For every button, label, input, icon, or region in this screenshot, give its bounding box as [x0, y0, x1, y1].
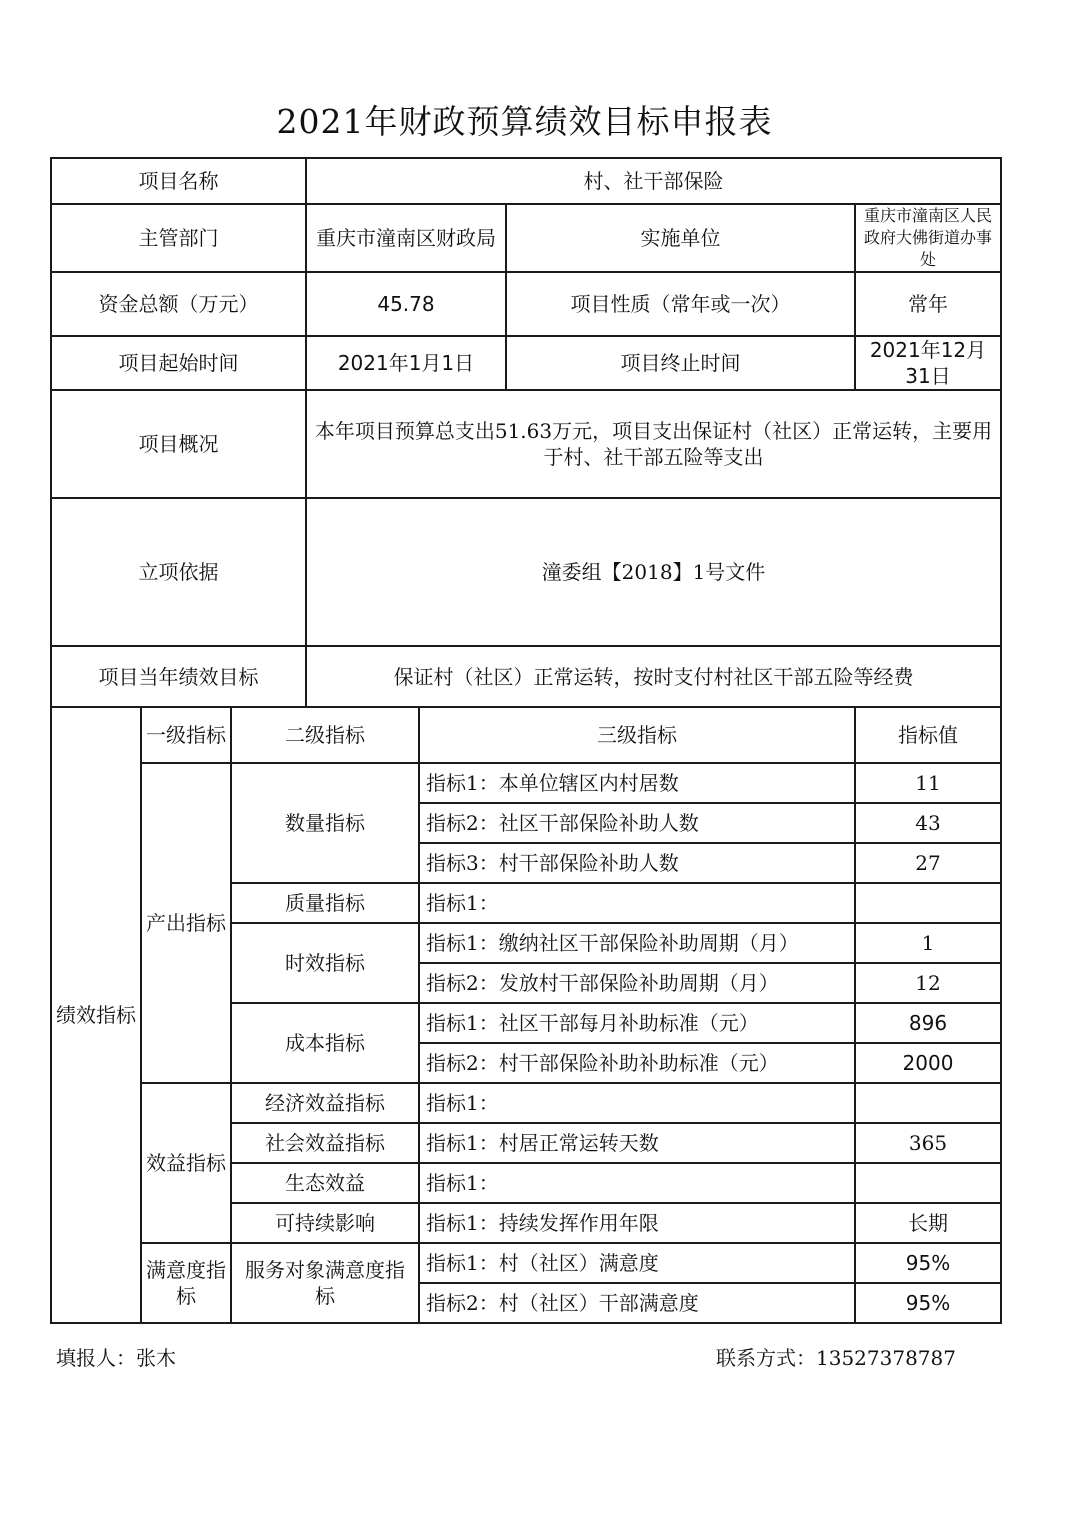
table-row [51, 1083, 1001, 1123]
sustainable-label: 可持续影响 [231, 1203, 419, 1243]
indicator-name: 指标1：社区干部每月补助标准（元） [419, 1003, 855, 1043]
dept-value: 重庆市潼南区财政局 [306, 204, 506, 272]
indicator-value [855, 1083, 1001, 1123]
row-dept [51, 204, 1001, 272]
dept-label: 主管部门 [51, 204, 306, 272]
indicator-value: 27 [855, 843, 1001, 883]
row-dates [51, 336, 1001, 390]
indicator-name: 指标1： [419, 883, 855, 923]
social-label: 社会效益指标 [231, 1123, 419, 1163]
goal-value: 保证村（社区）正常运转，按时支付村社区干部五险等经费 [306, 646, 1001, 707]
cost-label: 成本指标 [231, 1003, 419, 1083]
indicator-value: 1 [855, 923, 1001, 963]
nature-label: 项目性质（常年或一次） [506, 272, 855, 336]
goal-label: 项目当年绩效目标 [51, 646, 306, 707]
header-level2: 二级指标 [231, 707, 419, 763]
start-value: 2021年1月1日 [306, 336, 506, 390]
benefit-label: 效益指标 [141, 1083, 231, 1243]
amount-value: 45.78 [306, 272, 506, 336]
amount-label: 资金总额（万元） [51, 272, 306, 336]
end-label: 项目终止时间 [506, 336, 855, 390]
unit-value: 重庆市潼南区人民政府大佛街道办事处 [855, 204, 1001, 272]
row-indicator-header [51, 707, 1001, 763]
start-label: 项目起始时间 [51, 336, 306, 390]
indicator-value: 95% [855, 1283, 1001, 1323]
table-row [51, 1243, 1001, 1283]
row-goal [51, 646, 1001, 707]
header-level1: 一级指标 [141, 707, 231, 763]
output-label: 产出指标 [141, 763, 231, 1083]
indicator-value: 43 [855, 803, 1001, 843]
indicator-name: 指标1：本单位辖区内村居数 [419, 763, 855, 803]
quality-label: 质量指标 [231, 883, 419, 923]
indicator-value: 365 [855, 1123, 1001, 1163]
indicator-name: 指标3：村干部保险补助人数 [419, 843, 855, 883]
basis-value: 潼委组【2018】1号文件 [306, 498, 1001, 646]
indicator-name: 指标2：社区干部保险补助人数 [419, 803, 855, 843]
form-title: 2021年财政预算绩效目标申报表 [276, 102, 773, 141]
indicator-value: 11 [855, 763, 1001, 803]
ecological-label: 生态效益 [231, 1163, 419, 1203]
overview-label: 项目概况 [51, 390, 306, 498]
row-overview [51, 390, 1001, 498]
timeliness-label: 时效指标 [231, 923, 419, 1003]
row-project-name [51, 158, 1001, 204]
indicator-name: 指标2：村（社区）干部满意度 [419, 1283, 855, 1323]
end-value: 2021年12月31日 [855, 336, 1001, 390]
indicator-name: 指标1：村（社区）满意度 [419, 1243, 855, 1283]
indicator-value [855, 1163, 1001, 1203]
contact: 联系方式：13527378787 [716, 1346, 956, 1370]
indicator-name: 指标1： [419, 1163, 855, 1203]
project-name-value: 村、社干部保险 [306, 158, 1001, 204]
nature-value: 常年 [855, 272, 1001, 336]
perf-label: 绩效指标 [51, 707, 141, 1323]
overview-value: 本年项目预算总支出51.63万元，项目支出保证村（社区）正常运转，主要用于村、社干部五险等支出 [306, 390, 1001, 498]
header-level3: 三级指标 [419, 707, 855, 763]
economic-label: 经济效益指标 [231, 1083, 419, 1123]
indicator-name: 指标2：发放村干部保险补助周期（月） [419, 963, 855, 1003]
indicator-value: 12 [855, 963, 1001, 1003]
form-table [50, 157, 1002, 1324]
indicator-name: 指标2：村干部保险补助补助标准（元） [419, 1043, 855, 1083]
table-row [51, 763, 1001, 803]
indicator-name: 指标1：村居正常运转天数 [419, 1123, 855, 1163]
basis-label: 立项依据 [51, 498, 306, 646]
indicator-value [855, 883, 1001, 923]
satisfaction-sub-label: 服务对象满意度指标 [231, 1243, 419, 1323]
row-amount [51, 272, 1001, 336]
project-name-label: 项目名称 [51, 158, 306, 204]
row-basis [51, 498, 1001, 646]
indicator-value: 2000 [855, 1043, 1001, 1083]
reporter: 填报人：张木 [56, 1346, 176, 1370]
indicator-name: 指标1：缴纳社区干部保险补助周期（月） [419, 923, 855, 963]
satisfaction-label: 满意度指标 [141, 1243, 231, 1323]
indicator-value: 95% [855, 1243, 1001, 1283]
header-value: 指标值 [855, 707, 1001, 763]
unit-label: 实施单位 [506, 204, 855, 272]
quantity-label: 数量指标 [231, 763, 419, 883]
indicator-name: 指标1： [419, 1083, 855, 1123]
indicator-name: 指标1：持续发挥作用年限 [419, 1203, 855, 1243]
indicator-value: 896 [855, 1003, 1001, 1043]
indicator-value: 长期 [855, 1203, 1001, 1243]
